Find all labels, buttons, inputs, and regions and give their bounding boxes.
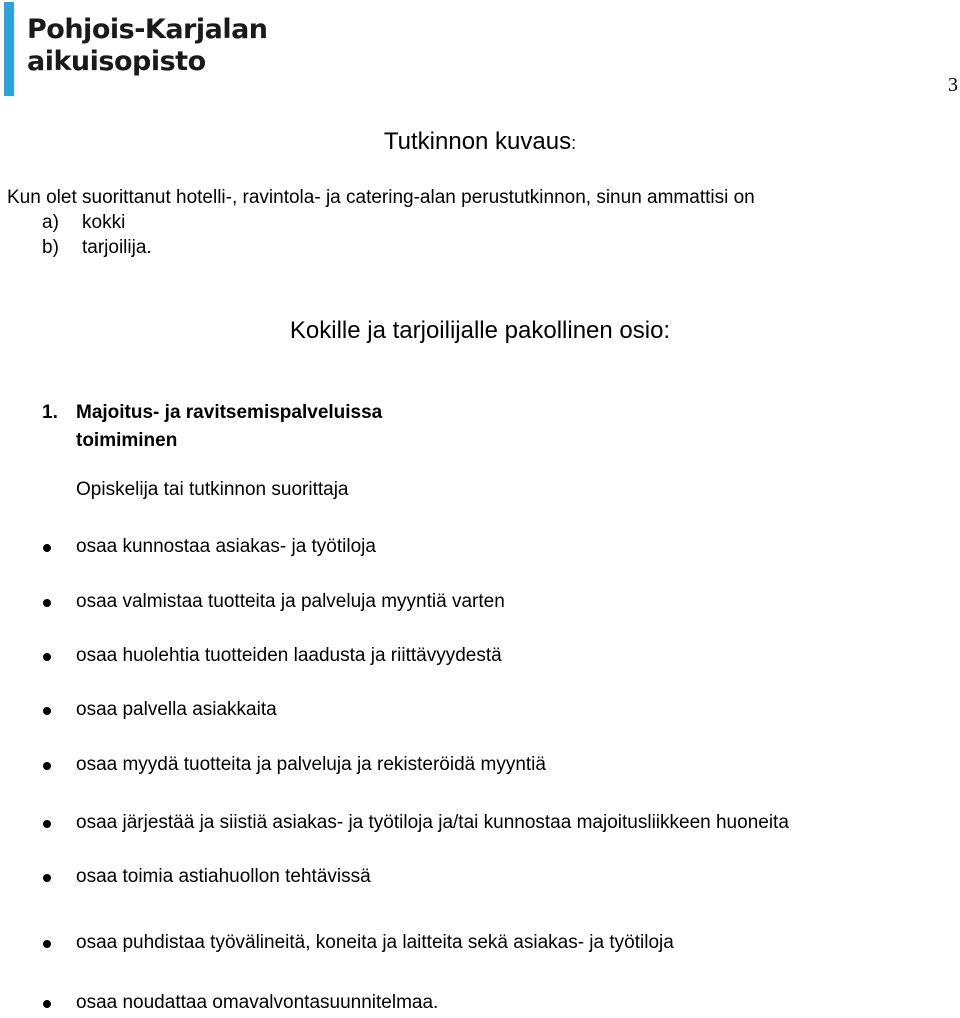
bullet-icon [43,762,51,770]
list-item [0,534,960,562]
bullet-icon [43,820,51,828]
list-item [0,864,960,892]
list-item-text: osaa huolehtia tuotteiden laadusta ja riittävyydestä [76,645,502,666]
list-item-text: osaa järjestää ja siistiä asiakas- ja työtiloja ja/tai kunnostaa majoitusliikkeen huoneita [76,812,789,833]
logo-line-2: aikuisopisto [27,46,206,77]
module-subheading: Opiskelija tai tutkinnon suorittaja [76,479,349,500]
bullet-icon [43,653,51,661]
option-b-marker: b) [42,237,59,258]
option-b-text: tarjoilija. [82,237,152,258]
intro-sentence: Kun olet suorittanut hotelli-, ravintola- ja catering-alan perustutkinnon, sinun ammattisi on [7,187,755,208]
logo [27,14,268,78]
bullet-icon [43,874,51,882]
option-a [7,210,947,235]
list-item-text: osaa kunnostaa asiakas- ja työtiloja [76,536,376,557]
bullet-icon [43,940,51,948]
option-a-text: kokki [82,212,126,233]
list-item-text: osaa palvella asiakkaita [76,699,277,720]
option-a-marker: a) [42,212,59,233]
list-item-text: osaa myydä tuotteita ja palveluja ja rekisteröidä myyntiä [76,754,546,775]
list-item-text: osaa noudattaa omavalvontasuunnitelmaa. [76,992,439,1013]
module-title-line-2: toimiminen [76,430,178,451]
page-title-colon: : [571,133,577,153]
list-item-text: osaa valmistaa tuotteita ja palveluja myyntiä varten [76,591,505,612]
module-title [42,399,642,455]
page-title [0,128,960,156]
section-heading: Kokille ja tarjoilijalle pakollinen osio: [289,317,671,344]
bullet-icon [43,1000,51,1008]
page-number: 3 [948,74,958,96]
list-item [0,697,960,725]
logo-line-1: Pohjois-Karjalan [27,14,268,45]
list-item-text: osaa toimia astiahuollon tehtävissä [76,866,371,887]
bullet-icon [43,707,51,715]
list-item [0,589,960,617]
bullet-icon [43,599,51,607]
list-item [0,643,960,671]
bullet-icon [43,544,51,552]
list-item [0,752,960,780]
module-number: 1. [42,402,58,423]
logo-bar [4,2,14,96]
list-item [0,810,960,838]
module-title-line-1: Majoitus- ja ravitsemispalveluissa [76,402,383,423]
page-title-text: Tutkinnon kuvaus [383,128,572,155]
option-b [7,235,947,260]
list-item [0,990,960,1018]
intro [7,185,947,260]
list-item-text: osaa puhdistaa työvälineitä, koneita ja laitteita sekä asiakas- ja työtiloja [76,932,674,953]
list-item [0,930,960,958]
